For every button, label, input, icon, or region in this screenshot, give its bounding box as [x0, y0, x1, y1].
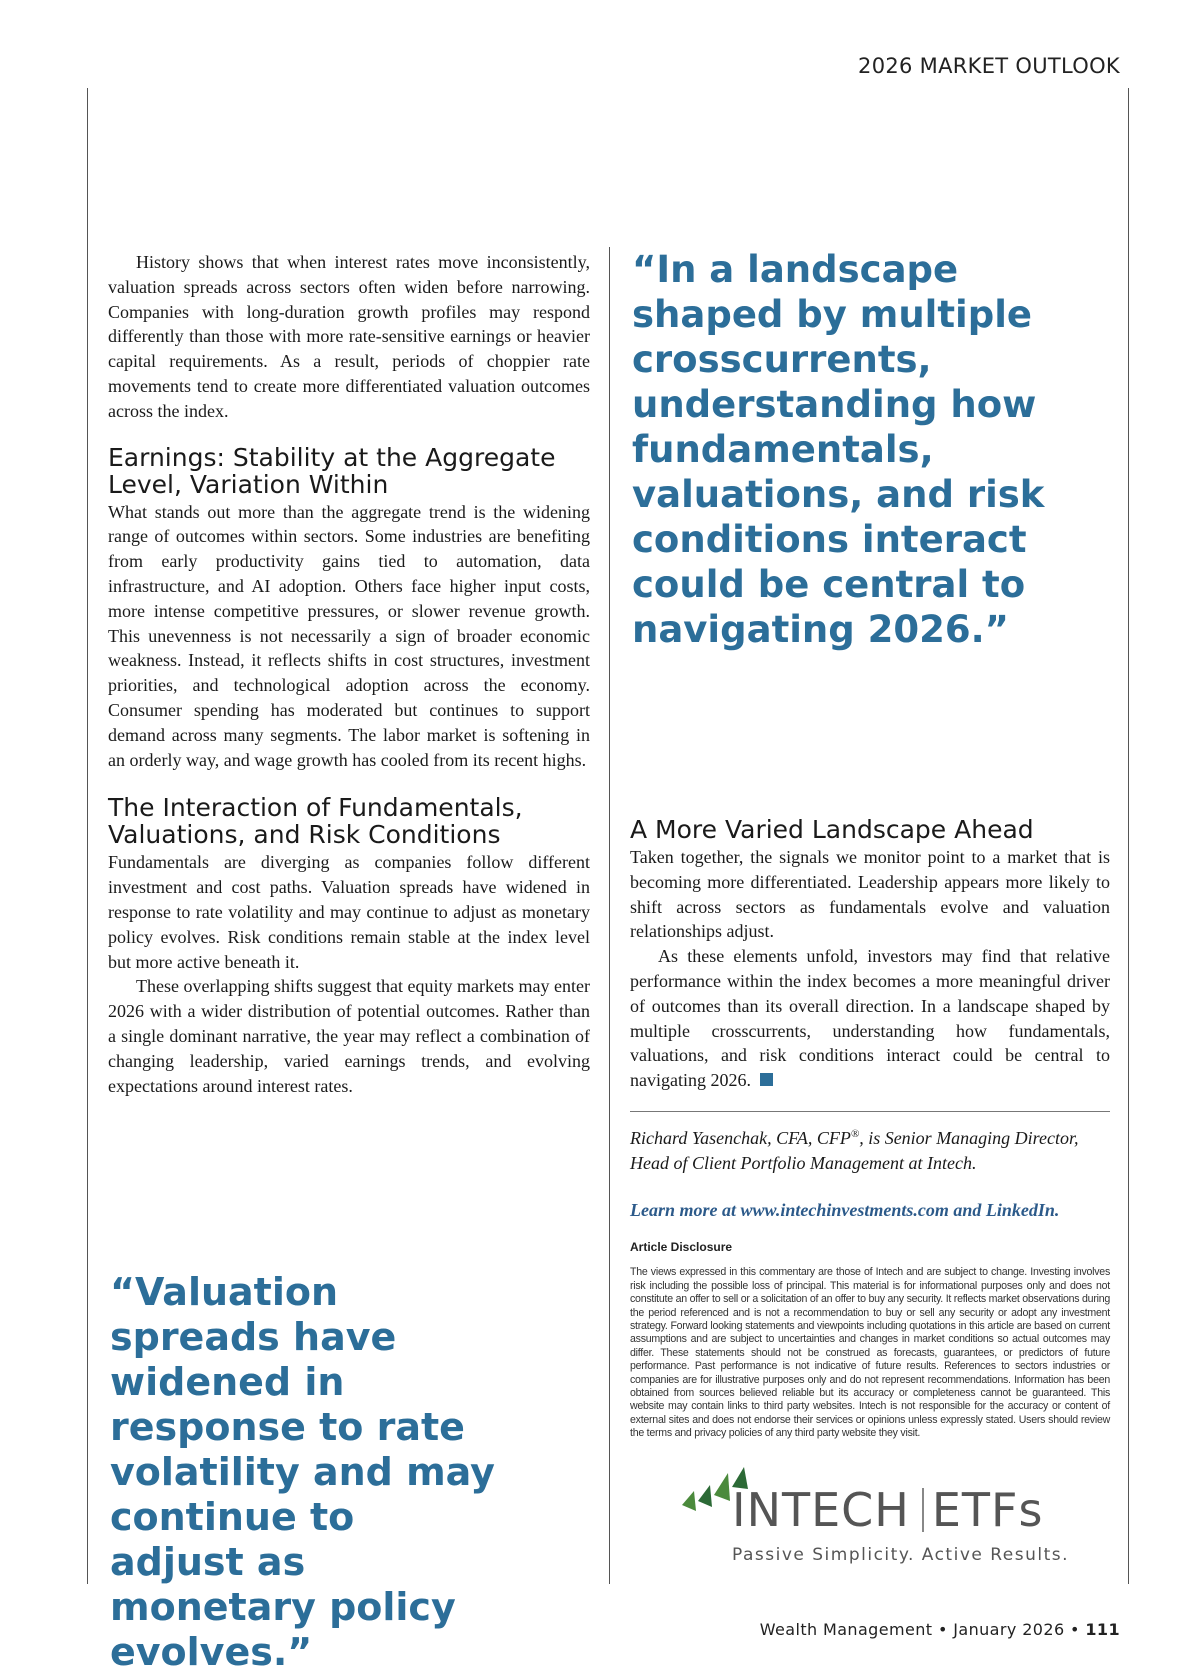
logo-wordmark: [732, 1485, 1043, 1535]
section-heading-interaction: The Interaction of Fundamentals, Valuations, and Risk Conditions: [108, 793, 523, 850]
footer-date: January 2026: [953, 1620, 1065, 1639]
landscape-paragraph-2-text: As these elements unfold, investors may find that relative performance within the index becomes a more meaningful driver of outcomes than its overall direction. In a landscape shaped by multiple crosscurrents, understanding how fundamentals, valuations, and risk conditions interact could be central to navigating 2026.: [630, 946, 1110, 1091]
left-margin-rule: [87, 88, 88, 1584]
website-link[interactable]: www.intechinvestments.com: [740, 1199, 949, 1220]
section-heading-landscape: A More Varied Landscape Ahead: [630, 815, 1034, 844]
learn-more-line: [630, 1198, 1110, 1223]
learn-more-suffix: .: [1054, 1199, 1060, 1220]
disclosure-title: Article Disclosure: [630, 1240, 733, 1255]
landscape-paragraph-1: Taken together, the signals we monitor point to a market that is becoming more differentiated. Leadership appears more likely to shift across sectors as fundamentals evolve and valuation relationships adjust.: [630, 847, 1110, 942]
registered-mark: ®: [850, 1127, 860, 1140]
footer-publication: Wealth Management: [759, 1620, 933, 1639]
logo-intech-text: INTECH: [732, 1483, 910, 1537]
section-heading-earnings: Earnings: Stability at the Aggregate Level, Variation Within: [108, 442, 556, 499]
author-bio-rest: , is Senior Managing Director, Head of Client Portfolio Management at Intech.: [630, 1127, 1079, 1173]
end-mark: [760, 1073, 773, 1086]
interaction-paragraph-2: These overlapping shifts suggest that equity markets may enter 2026 with a wider distribution of potential outcomes. Rather than a single dominant narrative, the year may reflect a combination of changing leadership, varied earnings trends, and evolving expectations around interest rates.: [108, 976, 590, 1096]
learn-more-and: and: [953, 1199, 982, 1220]
landscape-paragraph-2: [630, 944, 1110, 1093]
linkedin-link[interactable]: LinkedIn: [985, 1199, 1055, 1220]
bio-divider: [630, 1111, 1110, 1112]
page-footer: [760, 1620, 1120, 1639]
right-margin-rule: [1128, 88, 1129, 1584]
intro-paragraph: History shows that when interest rates move inconsistently, valuation spreads across sectors often widen before narrowing. Companies with long-duration growth profiles may respond differently than those with more rate-sensitive earnings or heavier capital requirements. As a result, periods of choppier rate movements tend to create more differentiated valuation outcomes across the index.: [108, 252, 590, 421]
disclosure-text: The views expressed in this commentary are those of Intech and are subject to change. Investing involves risk including the possible loss of principal. This material is for informational purposes only and does not constitute an offer to sell or a solicitation of an offer to buy any security. It reflects market observations during the period referenced and is not a recommendation to buy or sell any security or adopt any investment strategy. Forward looking statements and viewpoints including quotations in this article are based on current assumptions and are subject to uncertainties and changes in market conditions so actual outcomes may differ. These statements should not be construed as forecasts, guarantees, or predictors of future performance. Past performance is not indicative of future results. References to sectors industries or companies are for illustrative purposes only and do not represent recommendations. Information has been obtained from sources believed reliable but its accuracy or completeness cannot be guaranteed. This website may contain links to third party websites. Intech is not responsible for the accuracy or content of external sites and does not endorse their services or opinions unless expressly stated. Users should review the terms and privacy policies of any third party website they visit.: [630, 1266, 1110, 1440]
learn-more-prefix: Learn more at: [630, 1199, 736, 1220]
footer-separator-2: •: [1070, 1620, 1080, 1639]
page-number: 111: [1085, 1620, 1120, 1639]
intech-logo: [678, 1465, 1078, 1575]
logo-etfs-text: ETFs: [931, 1483, 1044, 1537]
footer-separator: •: [937, 1620, 948, 1639]
logo-tagline: Passive Simplicity. Active Results.: [732, 1545, 1070, 1565]
author-bio: [630, 1122, 1110, 1176]
left-column: [108, 250, 590, 1098]
logo-divider: [922, 1488, 924, 1532]
earnings-paragraph: What stands out more than the aggregate trend is the widening range of outcomes within sectors. Some industries are benefiting from early productivity gains tied to automation, data infrastructure, and AI adoption. Others face higher input costs, more intense competitive pressures, or slower revenue growth. This unevenness is not necessarily a sign of broader economic weakness. Instead, it reflects shifts in cost structures, investment priorities, and technological adoption across the economy. Consumer spending has moderated but continues to support demand across many segments. The labor market is softening in an orderly way, and wage growth has cooled from its recent highs.: [108, 501, 590, 770]
section-header: 2026 MARKET OUTLOOK: [858, 54, 1120, 78]
interaction-paragraph-1: Fundamentals are diverging as companies follow different investment and cost paths. Valuation spreads have widened in response to rate volatility and may continue to adjust as monetary policy evolves. Risk conditions remain stable at the index level but more active beneath it.: [108, 852, 590, 972]
right-column: [630, 816, 1110, 1441]
author-bio-name: Richard Yasenchak, CFA, CFP: [630, 1127, 851, 1148]
pull-quote-left: “Valuation spreads have widened in response to rate volatility and may continue to adjust as monetary policy evolves.”: [110, 1270, 495, 1674]
pull-quote-right: “In a landscape shaped by multiple crosscurrents, understanding how fundamentals, valuations, and risk conditions interact could be central to navigating 2026.”: [632, 248, 1045, 651]
column-divider-rule: [609, 247, 610, 1584]
